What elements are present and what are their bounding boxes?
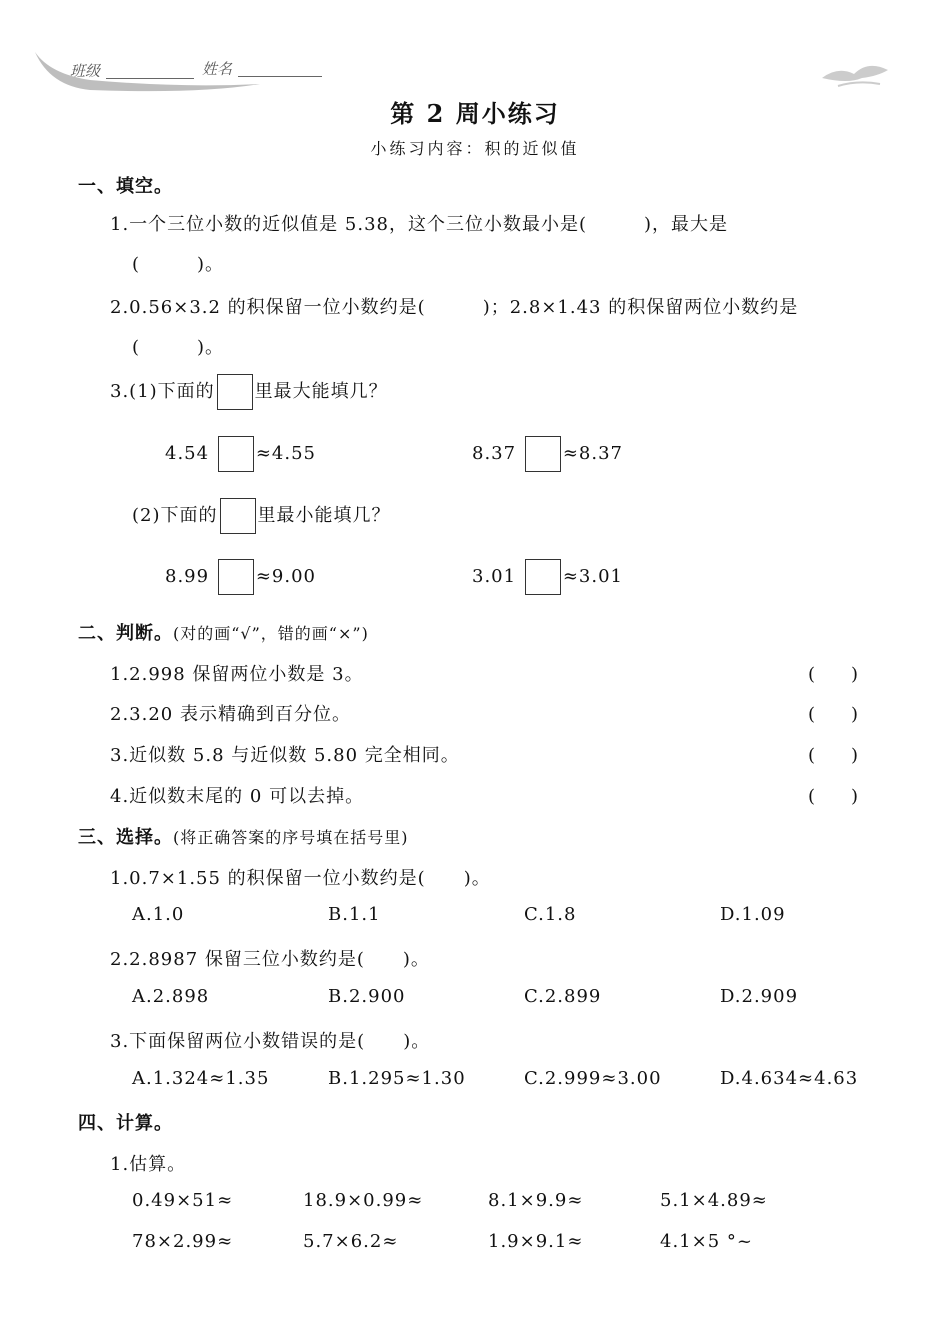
s4-r1-c3: 8.1×9.9≈ bbox=[488, 1190, 584, 1211]
s4-r2-c4: 4.1×5 °~ bbox=[660, 1231, 753, 1252]
s3-q1-option-c[interactable]: C.1.8 bbox=[524, 904, 577, 925]
s4-sub1: 1.估算。 bbox=[110, 1154, 187, 1175]
s1-q3-2a-left: 8.99 bbox=[165, 566, 210, 587]
section3-heading bbox=[78, 823, 409, 849]
s3-q2-option-d[interactable]: D.2.909 bbox=[720, 986, 799, 1007]
answer-box-sample bbox=[217, 374, 253, 410]
s3-q3-option-d[interactable]: D.4.634≈4.63 bbox=[720, 1068, 859, 1089]
s1-q3-1a-right: ≈4.55 bbox=[255, 443, 316, 464]
s3-q2-option-c[interactable]: C.2.899 bbox=[524, 986, 602, 1007]
s2-item-4: 4.近似数末尾的 0 可以去掉。 bbox=[110, 786, 365, 807]
s1-q3-1-prompt bbox=[110, 374, 388, 410]
answer-box[interactable] bbox=[525, 436, 561, 472]
s4-r1-c4: 5.1×4.89≈ bbox=[660, 1190, 768, 1211]
page-header bbox=[30, 44, 330, 94]
s1-q3-1b-left: 8.37 bbox=[472, 443, 517, 464]
s4-r2-c1: 78×2.99≈ bbox=[132, 1231, 234, 1252]
s2-answer-paren-1[interactable]: ( ) bbox=[808, 664, 859, 685]
name-label: 姓名 bbox=[202, 60, 233, 78]
name-field[interactable] bbox=[238, 60, 322, 77]
s3-q3-option-a[interactable]: A.1.324≈1.35 bbox=[132, 1068, 270, 1089]
s3-q2-option-a[interactable]: A.2.898 bbox=[132, 986, 210, 1007]
s3-q2-option-b[interactable]: B.2.900 bbox=[328, 986, 406, 1007]
s1-q3-2b-right: ≈3.01 bbox=[562, 566, 623, 587]
s1-q3-1a-left: 4.54 bbox=[165, 443, 210, 464]
s4-r2-c3: 1.9×9.1≈ bbox=[488, 1231, 584, 1252]
s2-item-2: 2.3.20 表示精确到百分位。 bbox=[110, 704, 351, 725]
section2-heading bbox=[78, 619, 369, 645]
answer-box[interactable] bbox=[525, 559, 561, 595]
s1-q3-2a bbox=[165, 559, 316, 595]
s1-q3-2b bbox=[472, 559, 623, 595]
s1-q3-2a-right: ≈9.00 bbox=[255, 566, 316, 587]
s2-item-3: 3.近似数 5.8 与近似数 5.80 完全相同。 bbox=[110, 745, 460, 766]
s1-q1-line1: 1.一个三位小数的近似值是 5.38，这个三位小数最小是( )，最大是 bbox=[110, 214, 729, 235]
s3-q2-stem: 2.2.8987 保留三位小数约是( )。 bbox=[110, 949, 430, 970]
s1-q3-1b-right: ≈8.37 bbox=[562, 443, 623, 464]
answer-box[interactable] bbox=[218, 559, 254, 595]
s1-q3-2-pre: (2)下面的 bbox=[132, 505, 218, 526]
page-title: 第 2 周小练习 bbox=[390, 99, 560, 128]
page-subtitle: 小练习内容：积的近似值 bbox=[370, 139, 580, 158]
s4-r2-c2: 5.7×6.2≈ bbox=[303, 1231, 399, 1252]
s3-q1-option-a[interactable]: A.1.0 bbox=[132, 904, 185, 925]
s1-q3-1b bbox=[472, 436, 623, 472]
s3-q3-option-c[interactable]: C.2.999≈3.00 bbox=[524, 1068, 662, 1089]
section3-note: (将正确答案的序号填在括号里) bbox=[173, 828, 409, 847]
s2-item-1: 1.2.998 保留两位小数是 3。 bbox=[110, 664, 364, 685]
s1-q1-line2: ( )。 bbox=[132, 254, 225, 275]
section3-title: 三、选择。 bbox=[78, 827, 173, 848]
s1-q3-1-post: 里最大能填几？ bbox=[254, 381, 388, 402]
s4-r1-c2: 18.9×0.99≈ bbox=[303, 1190, 424, 1211]
s3-q1-option-b[interactable]: B.1.1 bbox=[328, 904, 381, 925]
s3-q3-option-b[interactable]: B.1.295≈1.30 bbox=[328, 1068, 466, 1089]
s2-answer-paren-2[interactable]: ( ) bbox=[808, 704, 859, 725]
s1-q3-1a bbox=[165, 436, 316, 472]
s1-q3-2-post: 里最小能填几？ bbox=[257, 505, 391, 526]
s1-q2-line1: 2.0.56×3.2 的积保留一位小数约是( )；2.8×1.43 的积保留两位小数约是 bbox=[110, 297, 799, 318]
s3-q1-stem: 1.0.7×1.55 的积保留一位小数约是( )。 bbox=[110, 868, 491, 889]
s2-answer-paren-4[interactable]: ( ) bbox=[808, 786, 859, 807]
s2-answer-paren-3[interactable]: ( ) bbox=[808, 745, 859, 766]
s1-q3-2-prompt bbox=[132, 498, 391, 534]
s3-q3-stem: 3.下面保留两位小数错误的是( )。 bbox=[110, 1031, 431, 1052]
section2-note: (对的画“√”，错的画“×”) bbox=[173, 624, 369, 643]
s4-r1-c1: 0.49×51≈ bbox=[132, 1190, 234, 1211]
s3-q1-option-d[interactable]: D.1.09 bbox=[720, 904, 786, 925]
answer-box[interactable] bbox=[218, 436, 254, 472]
section4-heading: 四、计算。 bbox=[78, 1113, 173, 1134]
cloud-decoration bbox=[818, 52, 898, 92]
s1-q2-line2: ( )。 bbox=[132, 337, 225, 358]
section1-heading: 一、填空。 bbox=[78, 176, 173, 197]
s1-q3-1-pre: 3.(1)下面的 bbox=[110, 381, 215, 402]
class-field[interactable] bbox=[106, 62, 194, 79]
section2-title: 二、判断。 bbox=[78, 623, 173, 644]
s1-q3-2b-left: 3.01 bbox=[472, 566, 517, 587]
class-label: 班级 bbox=[70, 62, 101, 80]
answer-box-sample bbox=[220, 498, 256, 534]
